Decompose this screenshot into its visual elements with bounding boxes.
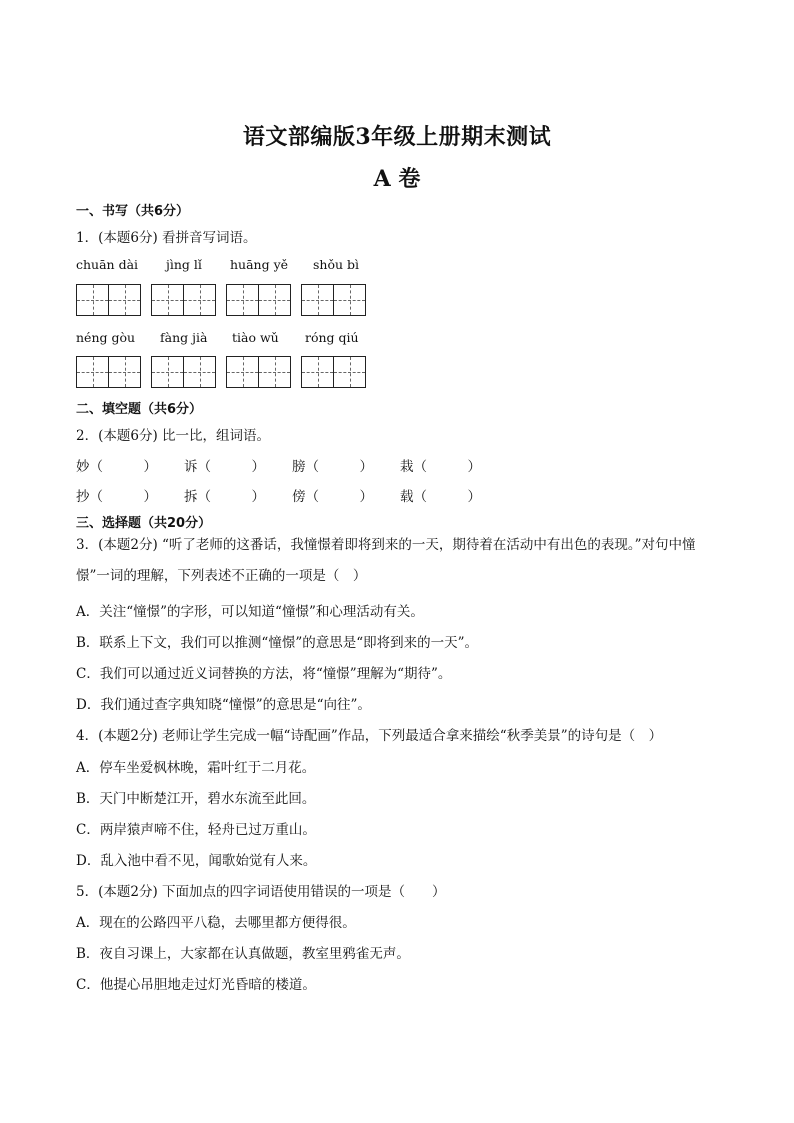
compare-item: 拆（ ）	[184, 489, 265, 505]
writing-grid[interactable]	[226, 356, 291, 388]
option-3c: C．我们可以通过近义词替换的方法，将“憧憬”理解为“期待”。	[76, 666, 452, 682]
option-3a: A．关注“憧憬”的字形，可以知道“憧憬”和心理活动有关。	[76, 604, 424, 620]
writing-grid[interactable]	[76, 356, 141, 388]
pinyin-label: tiào wǔ	[232, 330, 279, 345]
compare-item: 载（ ）	[400, 489, 481, 505]
option-4a: A．停车坐爱枫林晚，霜叶红于二月花。	[76, 760, 316, 776]
section-heading-fill: 二、填空题（共6分）	[76, 402, 203, 417]
compare-item: 膀（ ）	[292, 459, 373, 475]
writing-grid[interactable]	[301, 284, 366, 316]
option-4d: D．乱入池中看不见，闻歌始觉有人来。	[76, 853, 317, 869]
compare-item: 妙（ ）	[76, 459, 157, 475]
page-title: 语文部编版3年级上册期末测试	[242, 124, 552, 150]
writing-grid[interactable]	[151, 284, 216, 316]
pinyin-label: chuān dài	[76, 257, 139, 272]
compare-item: 抄（ ）	[76, 489, 157, 505]
section-heading-writing: 一、书写（共6分）	[76, 204, 190, 219]
page-subtitle: A 卷	[373, 166, 421, 192]
compare-item: 傍（ ）	[292, 489, 373, 505]
writing-grid[interactable]	[151, 356, 216, 388]
option-4c: C．两岸猿声啼不住，轻舟已过万重山。	[76, 822, 316, 838]
question-4: 4．(本题2分) 老师让学生完成一幅“诗配画”作品，下列最适合拿来描绘“秋季美景”的诗句是（ ）	[76, 728, 663, 744]
compare-item: 诉（ ）	[184, 459, 265, 475]
option-3d: D．我们通过查字典知晓“憧憬”的意思是“向往”。	[76, 697, 371, 713]
option-5a: A．现在的公路四平八稳，去哪里都方便得很。	[76, 915, 356, 931]
pinyin-label: huāng yě	[230, 257, 289, 272]
question-1: 1．(本题6分) 看拼音写词语。	[76, 230, 257, 246]
writing-grid[interactable]	[226, 284, 291, 316]
question-5: 5．(本题2分) 下面加点的四字词语使用错误的一项是（ ）	[76, 884, 446, 900]
pinyin-label: róng qiú	[305, 330, 359, 345]
option-4b: B．天门中断楚江开，碧水东流至此回。	[76, 791, 316, 807]
question-3: 3．(本题2分) “听了老师的这番话，我憧憬着即将到来的一天，期待着在活动中有出色的表现。”对句中憧憬”一词的理解，下列表述不正确的一项是（ ）	[76, 537, 696, 584]
option-3b: B．联系上下文，我们可以推测“憧憬”的意思是“即将到来的一天”。	[76, 635, 479, 651]
writing-grid[interactable]	[301, 356, 366, 388]
pinyin-label: jìng lǐ	[166, 257, 202, 272]
compare-item: 栽（ ）	[400, 459, 481, 475]
section-heading-choice: 三、选择题（共20分）	[76, 516, 212, 531]
pinyin-label: fàng jià	[160, 330, 208, 345]
question-2: 2．(本题6分) 比一比，组词语。	[76, 428, 271, 444]
writing-grid[interactable]	[76, 284, 141, 316]
option-5b: B．夜自习课上，大家都在认真做题，教室里鸦雀无声。	[76, 946, 410, 962]
pinyin-label: néng gòu	[76, 330, 136, 345]
option-5c: C．他提心吊胆地走过灯光昏暗的楼道。	[76, 977, 316, 993]
pinyin-label: shǒu bì	[313, 257, 360, 272]
